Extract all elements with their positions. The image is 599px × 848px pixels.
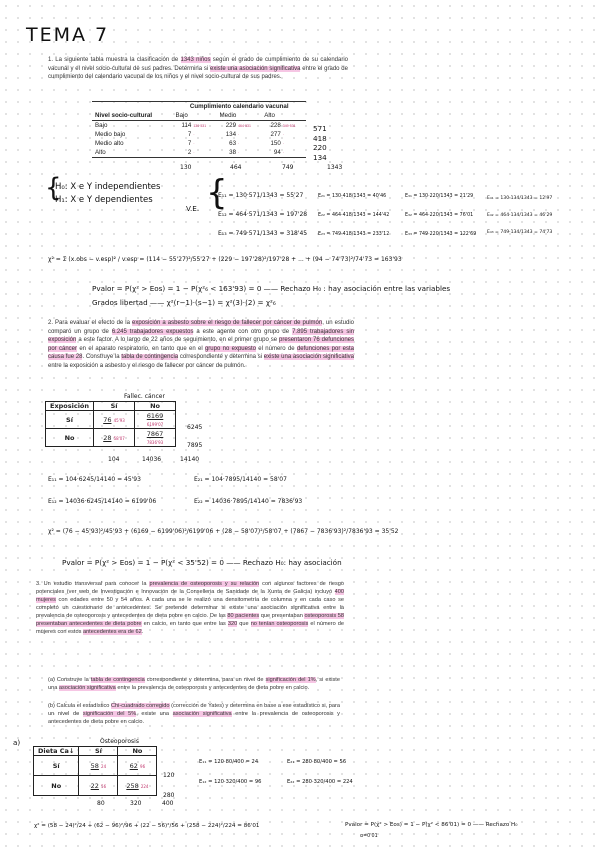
ex3b-highlight: asociación significativa: [172, 711, 232, 717]
ex1-expected-col2: [318, 187, 389, 244]
exercise-1-statement: [48, 56, 348, 82]
ex3-cell: [79, 776, 118, 796]
ex1-col-totals: [180, 164, 350, 171]
ex2-text: a este factor. A lo largo de 22 años de seguimiento, en el primer grupo se: [76, 337, 280, 344]
ex1-col-alto: Alto: [261, 111, 306, 121]
ex1-cell-mark: ·: [238, 132, 240, 137]
ex2-e12: E₁₂ = 14036·6245/14140 = 6199'06: [48, 498, 157, 505]
ex1-cell-mark: ·: [237, 148, 261, 158]
ex1-expected-col4: [487, 190, 595, 241]
ex2-highlight: presentaron 76 defunciones por cáncer: [48, 337, 354, 352]
row-total: 571: [313, 124, 327, 133]
ex3b-text: , existe una: [136, 711, 173, 717]
col-total: 320: [130, 800, 142, 807]
ex3-text: .: [141, 629, 144, 635]
ex1-e42: E₄₂ = 464·134/1343 = 46'29: [487, 213, 553, 218]
ex1-h0: H₀: X e Y independientes: [55, 182, 161, 192]
ex1-cell: 277: [270, 131, 281, 138]
ex2-text: a este agente con otro grupo de: [193, 328, 293, 335]
ex2-pvalor: Pvalor = P(χ² > Eos) = 1 − P(χ² < 35'52) = 0 —— Rechazo H₀: hay asociación: [62, 558, 342, 567]
ex1-col-bajo: Bajo: [172, 111, 216, 121]
ex3-highlight: 400 mujeres: [36, 589, 344, 603]
ex1-col-medio: Medio: [217, 111, 262, 121]
ex3b-text: (b) Calcula el estadístico: [48, 703, 111, 709]
ex1-cell: 229: [225, 122, 237, 129]
ex1-cell-mark: 349·531: [282, 123, 296, 128]
table-row: [34, 776, 157, 796]
ex2-e22: E₂₂ = 14036·7895/14140 = 7836'93: [194, 498, 303, 505]
ex1-cell: 114: [181, 122, 192, 129]
ex3-e22: E₂₂ = 280·320/400 = 224: [287, 779, 353, 785]
ex3-part-a: [48, 676, 340, 692]
ex1-e33: E₃₃ = 749·220/1343 = 122'69: [405, 232, 477, 237]
ex3-corner: Dieta Ca↓: [34, 747, 79, 756]
ex1-cell: 228: [270, 122, 281, 129]
ex1-cell: 134: [225, 131, 237, 138]
ex2-text: , un estudio comparó un grupo de: [48, 320, 354, 335]
ex3-cell-mark: 224: [140, 783, 149, 789]
ex3-cell-value: 22: [90, 781, 99, 790]
ex1-cell-mark: ·: [238, 141, 240, 146]
ex2-cell-mark: 7836'93: [146, 439, 164, 445]
table-row: [46, 429, 176, 447]
ex2-text: correspondiente y determina si: [178, 354, 264, 361]
ex3-col: Sí: [79, 747, 118, 756]
col-total: 130: [180, 164, 192, 171]
ex1-e43: E₄₃ = 749·134/1343 = 74'73: [487, 230, 553, 235]
ex3-highlight: no tenían osteoporosis: [250, 621, 309, 627]
ex2-highlight: 7.895 trabajadores sin exposición: [48, 328, 354, 344]
ex1-e41: E₄₁ = 130·134/1343 = 12'97: [487, 196, 553, 201]
ex2-col-totals: [108, 456, 199, 463]
ex3-e11: E₁₁ = 120·80/400 = 24: [199, 759, 259, 765]
ex2-text: el número de: [255, 345, 297, 352]
ex2-col: Sí: [94, 402, 135, 411]
row-total: 220: [313, 143, 327, 152]
ex3-cell-value: 62: [129, 761, 138, 770]
ex2-cell: [94, 411, 135, 429]
ex3-text: con edades entre 50 y 54 años. A cada una se le realizó una densitometría de columna y en cada caso se completó un cuestionario de antecedentes. Se pretende determinar si existe una asociación significativa entre la prevalencia de osteoporosis y antecedentes de dieta pobre en calcio. De las: [36, 597, 344, 619]
ex3a-text: , si existe una: [48, 677, 340, 691]
ex3-e21: E₂₁ = 280·80/400 = 56: [287, 759, 347, 765]
ex3-highlight: 80 pacientes: [227, 613, 260, 619]
ex3-cell-value: 258: [126, 781, 139, 790]
ex2-highlight: grupo no expuesto: [204, 345, 256, 352]
table-row: [46, 411, 176, 429]
ex3a-text: entre la prevalencia de osteoporosis y antecedentes de dieta pobre en calcio.: [115, 685, 310, 691]
ex1-row-label: Bajo: [95, 122, 108, 129]
ex2-chi-square: χ² = (76 − 45'93)²/45'93 + (6169 − 6199'06)²/6199'06 + (28 − 58'07)²/58'07 + (7867 − 7836'93)²/7836'93 = 35'52: [48, 528, 399, 535]
ex3-cell: [118, 756, 157, 776]
ex2-corner: Exposición: [46, 402, 94, 411]
ex2-cell: [135, 429, 176, 447]
ex3-highlight: prevalencia de osteoporosis y su relación: [149, 581, 260, 587]
ex1-cell-mark: ·: [193, 141, 195, 146]
ex3-table: [33, 746, 157, 796]
table-row: [92, 121, 306, 131]
row-total: 134: [313, 152, 327, 162]
ex1-degrees-freedom: Grados libertad —— χ²(r−1)·(s−1) = χ²(3)·(2) = χ²₆: [92, 298, 276, 307]
ex3-cell-value: 58: [90, 761, 99, 770]
ex3b-text: (corrección de Yates) y determina en base a ese estadístico si, para un nivel de: [48, 703, 340, 717]
ex3a-highlight: tabla de contingencia: [90, 677, 145, 683]
ex2-highlight: exposición a asbesto sobre el riesgo de fallecer por cáncer de pulmón: [132, 320, 323, 326]
ex1-row-totals: [313, 124, 327, 162]
ex3-cell-mark: 56: [101, 783, 107, 789]
ex3-a-label: a): [13, 738, 21, 747]
ex1-cell: 63: [229, 140, 237, 147]
ex3-col-totals: [97, 800, 173, 807]
ex3-cell-mark: 96: [140, 763, 146, 769]
ex1-cell: 38: [217, 148, 238, 158]
ex2-highlight: defunciones por esta causa fue 28: [48, 345, 354, 361]
ex2-row-label: No: [46, 429, 94, 447]
ex1-e32: E₃₂ = 464·220/1343 = 76'01: [405, 213, 474, 218]
ex2-cell-value: 6169: [146, 411, 164, 420]
ex2-table: [45, 401, 176, 447]
ex3-expected-col2: [287, 752, 353, 792]
ex3-highlight: antecedentes era de 62: [82, 629, 142, 635]
ex1-chi-square: χ² = Σ (x.obs − v.esp)² / v.esp = (114 − 55'27)²/55'27 + (229 − 197'28)²/197'28 + ... + (94 − 74'73)²/74'73 = 163'93: [48, 256, 402, 263]
ex1-text-0: 1. La siguiente tabla muestra la clasificación de: [48, 57, 181, 63]
ex1-cell: 2: [172, 148, 192, 158]
ex2-cell-mark: 58'07: [113, 435, 125, 441]
ex3-cell: [79, 756, 118, 776]
ex3-table-caption: Osteoporosis: [100, 738, 139, 745]
ex3-cell-mark: 24: [101, 763, 107, 769]
ex2-e11: E₁₁ = 104·6245/14140 = 45'93: [48, 476, 141, 483]
ex3-text: que: [237, 621, 251, 627]
row-total: 418: [313, 133, 327, 143]
page-title: TEMA 7: [26, 24, 110, 46]
col-total: 14036: [142, 456, 162, 463]
ex1-e23: E₂₃ = 749·418/1343 = 233'12: [318, 232, 390, 237]
ex1-text-2: entre el grado de cumplimiento del calendario vacunal de los niños y el nivel socio-cultural de sus padres.: [48, 65, 348, 81]
ex1-cell: 7: [187, 131, 192, 138]
row-total: 120: [163, 772, 175, 779]
ex3a-highlight: asociación significativa: [58, 685, 116, 691]
ex1-e12: E₁₂ = 464·571/1343 = 197'28: [218, 211, 308, 218]
exercise-2-statement: [48, 319, 354, 371]
ex3b-text: entre la prevalencia de osteoporosis y antecedentes de dieta pobre en calcio.: [48, 711, 340, 725]
ex2-text: en el aparato respiratorio, en tanto que en el: [77, 345, 205, 352]
ex1-cell-mark: ·: [193, 132, 195, 137]
ex1-cell: 150: [270, 140, 281, 147]
ex1-cell-mark: ·: [282, 141, 284, 146]
ex2-row-label: Sí: [46, 411, 94, 429]
ex3-alpha: α=0'01: [360, 834, 378, 839]
ex3-col: No: [118, 747, 157, 756]
ex2-text: 2. Para evaluar el efecto de la: [48, 320, 132, 326]
ex1-expected-col3: [405, 187, 476, 244]
ex1-table-blank: [92, 102, 172, 112]
ex1-h1: H₁: X e Y dependientes: [55, 195, 153, 205]
exercise-3-statement: [36, 580, 344, 636]
table-row: [92, 148, 306, 158]
ex2-cell-value: 28: [103, 433, 112, 442]
ex1-table-group-header: Cumplimiento calendario vacunal: [172, 102, 306, 112]
ex2-highlight: tabla de contingencia: [121, 354, 179, 361]
ex1-cell: 7: [187, 140, 192, 147]
ex3-text: que presentaban: [259, 613, 305, 619]
row-total: 6245: [187, 424, 203, 431]
ex1-table: [92, 101, 306, 158]
ex1-cell-mark: 464·531: [238, 123, 251, 128]
ex1-cell-mark: ·: [192, 148, 216, 158]
ex1-e22: E₂₂ = 464·418/1343 = 144'42: [318, 213, 390, 218]
ex1-hypotheses: [55, 181, 160, 207]
ex2-table-caption: Fallec. cáncer: [124, 393, 165, 400]
ex1-cell: 94: [261, 148, 282, 158]
col-total: 1343: [327, 164, 343, 171]
ex3-pvalor: Pvalor = P(χ² > Eos) = 1 − P(χ² < 86'01) = 0 —— Rechazo H₀: [345, 822, 518, 828]
ex1-cell-mark: ·: [282, 148, 306, 158]
col-total: 464: [230, 164, 242, 171]
ex3-highlight: 320: [227, 621, 238, 627]
ex3-text: el número de mujeres con estos: [36, 621, 344, 635]
ex2-cell: [94, 429, 135, 447]
table-row: [92, 130, 306, 139]
ex3b-highlight: significación del 5%: [82, 711, 137, 717]
ex1-row-label: Alto: [92, 148, 172, 158]
ex3-cell: [118, 776, 157, 796]
ex3-text: con algunos factores de riesgo potenciales (ver web de Investigación e Innovación de la Conselleria de Sanidade de la Xunta de Galicia) incluyó: [36, 581, 344, 595]
ve-brace: {: [206, 173, 228, 213]
ex2-cell-value: 7867: [146, 429, 164, 438]
ex2-cell-value: 76: [103, 415, 112, 424]
col-total: 14140: [180, 456, 200, 463]
ex1-cell-mark: 130·531: [193, 123, 207, 128]
ex2-expected-col1: [48, 469, 156, 513]
ex2-expected-col2: [194, 469, 302, 513]
ex3-chi-square: χ² = (58 − 24)²/24 + (62 − 96)²/96 + (22 − 56)²/56 + (258 − 224)²/224 = 86'01: [34, 823, 260, 829]
ex3-highlight: osteoporosis 58 presentaban antecedentes de dieta pobre: [36, 613, 344, 627]
table-row: [92, 139, 306, 148]
ex1-e13: E₁₃ = 749·571/1343 = 318'45: [218, 230, 308, 237]
ex2-cell-mark: 6199'07: [146, 421, 164, 427]
col-total: 80: [97, 800, 105, 807]
ex1-e31: E₃₁ = 130·220/1343 = 21'29: [405, 194, 474, 199]
ex3a-text: correspondiente y determina, para un nivel de: [144, 677, 266, 683]
ex1-pvalor: Pvalor = P(χ² > Eos) = 1 − P(χ²₆ < 163'93) = 0 —— Rechazo H₀ : hay asociación entre las variables: [92, 284, 451, 293]
ex3-text: en calcio, en tanto que entre las: [141, 621, 228, 627]
ex2-e21: E₂₁ = 104·7895/14140 = 58'07: [194, 476, 287, 483]
col-total: 400: [162, 800, 174, 807]
col-total: 104: [108, 456, 120, 463]
ex1-highlight-0: 1343 niños: [180, 57, 211, 63]
ex2-text: entre la exposición a asbesto y el riesgo de fallecer por cáncer de pulmón.: [48, 362, 246, 369]
ex1-highlight-1: existe una asociación significativa: [210, 65, 301, 72]
ex1-row-label: Medio alto: [95, 140, 124, 147]
ex2-cell-mark: 45'93: [113, 417, 125, 423]
ex2-col: No: [135, 402, 176, 411]
ex2-cell: [135, 411, 176, 429]
ex2-row-totals: [187, 419, 202, 455]
ex1-e11: E₁₁ = 130·571/1343 = 55'27: [218, 192, 304, 199]
ex2-highlight: existe una asociación significativa: [263, 354, 354, 361]
table-row: [34, 756, 157, 776]
row-total: 280: [163, 792, 175, 799]
ex1-row-label: Medio bajo: [95, 131, 126, 138]
row-total: 7895: [187, 442, 203, 449]
ex3-text: 3. Un estudio transversal para conocer la: [36, 581, 150, 587]
ex3b-highlight: Chi-cuadrado corregido: [111, 703, 170, 709]
ex1-e21: E₂₁ = 130·418/1343 = 40'46: [318, 194, 387, 199]
ve-label: V.E.: [186, 204, 200, 213]
ex1-text-1: según el grado de cumplimiento de su calendario vacunal y el nivel socio-cultural de sus padres. Determina si: [48, 57, 349, 72]
ex1-expected-col1: [218, 186, 307, 243]
ex2-highlight: 6.245 trabajadores expuestos: [111, 328, 194, 335]
ex1-cell-mark: ·: [282, 132, 284, 137]
ex3a-highlight: significación del 1%: [265, 677, 316, 683]
ex3-row-label: Sí: [34, 756, 79, 776]
ex3-row-label: No: [34, 776, 79, 796]
ex3-e12: E₁₂ = 120·320/400 = 96: [199, 779, 262, 785]
hypothesis-brace: {: [45, 173, 62, 203]
col-total: 749: [282, 164, 294, 171]
ex1-table-row-header: Nivel socio-cultural: [92, 111, 172, 121]
ex2-text: . Construye la: [82, 354, 122, 361]
ex3a-text: (a) Construye la: [48, 677, 91, 683]
ex3-expected-col1: [199, 752, 261, 792]
ex3-part-b: [48, 702, 340, 726]
